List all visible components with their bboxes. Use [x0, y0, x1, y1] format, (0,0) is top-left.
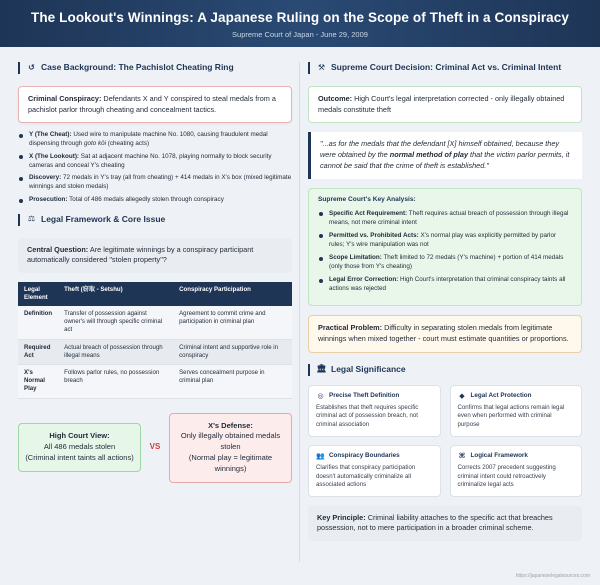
legal-framework-heading: ⚖ Legal Framework & Core Issue — [18, 214, 292, 226]
footer-url: https://japaneselegalsources.com — [515, 573, 590, 580]
scales-icon: ⚖ — [27, 214, 36, 224]
list-item: Y (The Cheat): Used wire to manipulate machine No. 1080, causing fraudulent medal dispensing through goto kōi (cheating acts) — [18, 131, 292, 149]
diagram-icon: ⌘ — [458, 452, 466, 460]
table-header-row: Legal Element Theft (窃取 - Setshu) Conspiracy Participation — [18, 282, 292, 306]
legal-significance-heading: 🏛 Legal Significance — [308, 364, 582, 376]
key-analysis-list — [318, 210, 572, 294]
defense-view: X's Defense: Only illegally obtained medals stolen (Normal play = legitimate winnings) — [169, 413, 292, 483]
outcome-box: Outcome: High Court's legal interpretation corrected - only illegally obtained medals constitute theft — [308, 86, 582, 123]
list-item: Prosecution: Total of 486 medals allegedly stolen through conspiracy — [18, 196, 292, 205]
decision-heading: ⚒ Supreme Court Decision: Criminal Act vs. Criminal Intent — [308, 62, 582, 74]
table-row: X's Normal Play Follows parlor rules, no possession breach Serves concealment purpose in criminal plan — [18, 364, 292, 398]
list-item: Discovery: 72 medals in Y's tray (all from cheating) + 414 medals in X's box (mixed legitimate winnings and stolen medals) — [18, 174, 292, 192]
list-item: Scope Limitation: Theft limited to 72 medals (Y's machine) + portion of 414 medals (only those from Y's cheating) — [318, 254, 572, 272]
practical-problem-box: Practical Problem: Difficulty in separating stolen medals from legitimate winnings when mixed together - court must estimate quantities or proportions. — [308, 315, 582, 352]
table-row: Required Act Actual breach of possession through illegal means Criminal intent and supportive role in conspiracy — [18, 339, 292, 364]
card-logical-framework: ⌘ Logical Framework Corrects 2007 precedent suggesting criminal intent could retroactively criminalize legal acts — [450, 445, 583, 497]
right-column — [300, 47, 600, 585]
card-conspiracy-boundaries: 👥 Conspiracy Boundaries Clarifies that conspiracy participation doesn't automatically criminalize all associated actions — [308, 445, 441, 497]
list-item: X (The Lookout): Sat at adjacent machine No. 1078, playing normally to block security cameras and conceal Y's cheating — [18, 153, 292, 171]
list-item: Permitted vs. Prohibited Acts: X's normal play was explicitly permitted by parlor rules; Y's wire manipulation was not — [318, 232, 572, 250]
page-subtitle: Supreme Court of Japan - June 29, 2009 — [232, 30, 368, 40]
target-icon: ◎ — [317, 392, 324, 400]
people-icon: 👥 — [316, 452, 325, 460]
left-column — [0, 47, 300, 585]
table-row: Definition Transfer of possession against owner's will through specific criminal act Agreement to commit crime and participation in criminal plan — [18, 306, 292, 339]
page-title: The Lookout's Winnings: A Japanese Ruling on the Scope of Theft in a Conspiracy — [30, 10, 570, 25]
courthouse-icon: 🏛 — [316, 364, 327, 374]
card-legal-act-protection: ◆ Legal Act Protection Confirms that legal actions remain legal even when performed with criminal purpose — [450, 385, 583, 437]
significance-cards — [308, 385, 582, 497]
vs-label: VS — [149, 442, 161, 452]
legal-comparison-table — [18, 282, 292, 399]
court-quote: "...as for the medals that the defendant [X] himself obtained, because they were obtained by the normal method of play that the victim parlor permits, it cannot be said that the crime of theft is established." — [308, 132, 582, 179]
central-question-box: Central Question: Are legitimate winnings by a conspiracy participant automatically considered "stolen property"? — [18, 238, 292, 273]
views-comparison — [18, 413, 292, 483]
key-principle-box: Key Principle: Criminal liability attaches to the specific act that breaches possession, not to mere participation in a broader criminal scheme. — [308, 506, 582, 541]
list-item: Specific Act Requirement: Theft requires actual breach of possession through illegal means, not mere criminal intent — [318, 210, 572, 228]
card-precise-theft: ◎ Precise Theft Definition Establishes that theft requires specific criminal act of possession breach, not criminal association — [308, 385, 441, 437]
history-icon: ↺ — [28, 62, 35, 72]
list-item: Legal Error Correction: High Court's interpretation that criminal conspiracy taints all actions was rejected — [318, 276, 572, 294]
page-header — [0, 0, 600, 47]
high-court-view: High Court View: All 486 medals stolen (Criminal intent taints all actions) — [18, 423, 141, 472]
case-facts-list — [18, 131, 292, 205]
gavel-icon: ⚒ — [317, 62, 326, 72]
conspiracy-box: Criminal Conspiracy: Defendants X and Y conspired to steal medals from a pachislot parlor through cheating and concealment tactics. — [18, 86, 292, 123]
case-background-heading: ↺ Case Background: The Pachislot Cheating Ring — [18, 62, 292, 74]
key-analysis-title: Supreme Court's Key Analysis: — [318, 195, 416, 203]
shield-icon: ◆ — [459, 392, 465, 400]
key-analysis-box — [308, 188, 582, 306]
